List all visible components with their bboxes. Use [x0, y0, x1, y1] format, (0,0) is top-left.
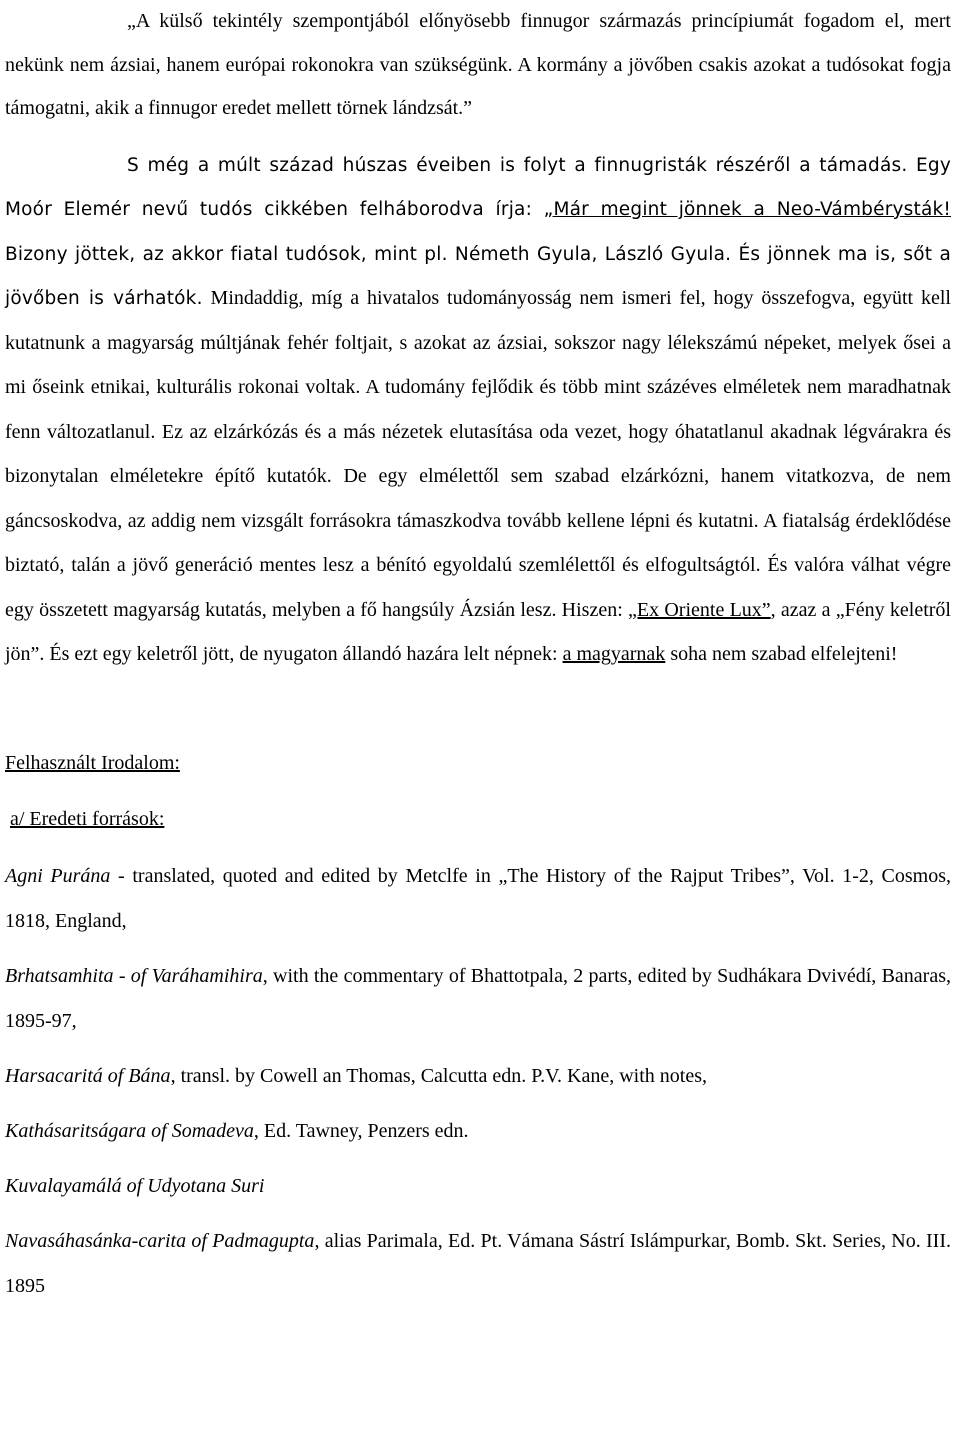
quote-text: „A külső tekintély szempontjából előnyösebb finnugor származás princípiumát fogadom el, mert nekünk nem ázsiai, hanem európai rokonokra van szükségünk. A kormány a jövőben csakis azokat a tudósokat fogja támogatni, akik a finnugor eredet mellett törnek lándzsát.”	[5, 10, 951, 119]
paragraph-serif-part	[5, 287, 951, 665]
quote-neo-vamberysta: „Már megint jönnek a Neo-Vámbérysták!	[543, 199, 952, 220]
main-paragraph	[5, 144, 951, 678]
reference-item: Agni Purána - translated, quoted and edited by Metclfe in „The History of the Rajput Tribes”, Vol. 1-2, Cosmos, 1818, England,	[5, 864, 952, 932]
bibliography-heading: Felhasznált Irodalom:	[5, 751, 180, 774]
phrase-a-magyarnak: a magyarnak	[562, 643, 666, 665]
page-content	[5, 0, 951, 1309]
reference-item: Brhatsamhita - of Varáhamihira, with the commentary of Bhattotpala, 2 parts, edited by Sudhákara Dvivédí, Banaras, 1895-97,	[5, 964, 951, 1032]
sentence-science: Mindaddig, míg a hivatalos tudományosság nem ismeri fel, hogy összefogva, együtt kell kutatnunk a magyarság múltjának fehér foltjait, s azokat az ázsiai, sokszor nagy lélekszámú népeket, melyek ősei a mi őseink etnikai, kulturális rokonai voltak. A tudomány fejlődik és több mint százéves elméletek nem maradhatnak fenn változatlanul. Ez az elzárkózás és a más nézetek elutasítása oda vezet, hogy óhatatlanul akadnak légvárakra és bizonytalan elméletekre építő kutatók. De egy elmélettől sem szabad elzárkózni, hanem vitatkozva, de nem gáncsoskodva, az addig nem vizsgált forrásokra támaszkodva tovább kellene lépni és kutatni. A fiatalság érdeklődése biztató, talán a jövő generáció mentes lesz a bénító egyoldalú szemlélettől és elfogultságtól. És valóra válhat végre egy összetett magyarság kutatás, melyben a fő hangsúly Ázsián lesz. Hiszen:	[5, 287, 951, 621]
quote-paragraph	[5, 0, 951, 131]
reference-item: Harsacaritá of Bána, transl. by Cowell an Thomas, Calcutta edn. P.V. Kane, with notes,	[5, 1064, 707, 1087]
sentence-never-forget: soha nem szabad elfelejteni!	[665, 643, 898, 665]
original-sources-heading: a/ Eredeti források:	[10, 807, 165, 830]
sentence-attack: S még a múlt század húszas éveiben is folyt a finnugristák részéről a támadás. Egy Moór Elemér nevű tudós cikkében felháborodva írja:	[5, 154, 951, 220]
reference-item: Kathásaritságara of Somadeva, Ed. Tawney, Penzers edn.	[5, 1119, 469, 1142]
sentence-they-came: Bizony jöttek, az akkor fiatal tudósok, mint pl. Németh Gyula, László Gyula. És jönnek ma is, sőt a jövőben is várhatók.	[5, 243, 951, 309]
reference-item: Navasáhasánka-carita of Padmagupta, alias Parimala, Ed. Pt. Vámana Sástrí Islámpurkar, Bomb. Skt. Series, No. III. 1895	[5, 1229, 951, 1297]
paragraph-sans-part	[5, 155, 951, 310]
quote-ex-oriente-lux: „Ex Oriente Lux”	[628, 598, 771, 621]
sentence-light-from-east: , azaz a „Fény keletről jön”. És ezt egy keletről jött, de nyugaton állandó hazára lelt népnek:	[5, 598, 951, 665]
reference-item: Kuvalayamálá of Udyotana Suri	[5, 1174, 265, 1197]
